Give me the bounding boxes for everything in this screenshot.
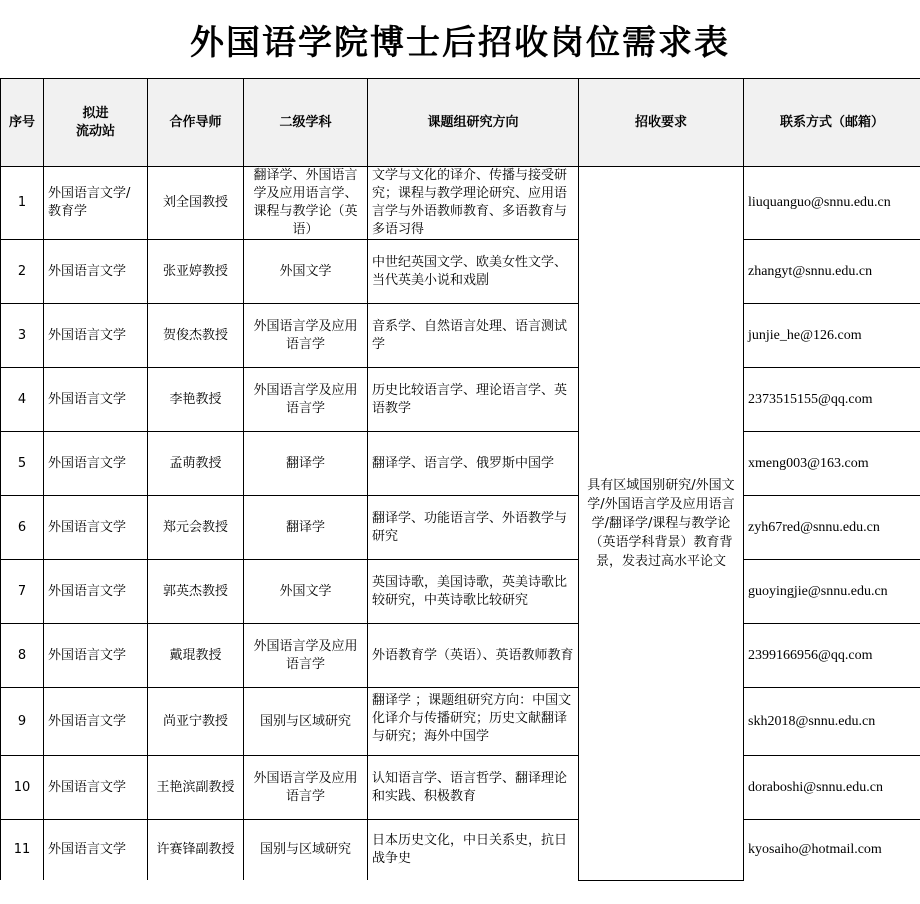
cell-station: 外国语言文学: [44, 368, 148, 432]
cell-supervisor: 许赛锋副教授: [148, 820, 244, 881]
cell-station: 外国语言文学: [44, 688, 148, 756]
cell-supervisor: 戴琨教授: [148, 624, 244, 688]
cell-station: 外国语言文学: [44, 240, 148, 304]
header-contact: 联系方式（邮箱）: [744, 79, 920, 167]
cell-station: 外国语言文学: [44, 560, 148, 624]
cell-supervisor: 孟萌教授: [148, 432, 244, 496]
header-station-line2: 流动站: [75, 123, 115, 139]
cell-no: 1: [1, 167, 44, 240]
cell-station: 外国语言文学: [44, 624, 148, 688]
cell-direction: 认知语言学、语言哲学、翻译理论和实践、积极教育: [368, 756, 579, 820]
cell-discipline: 国别与区域研究: [244, 688, 368, 756]
cell-discipline: 翻译学: [244, 496, 368, 560]
cell-no: 2: [1, 240, 44, 304]
cell-station: 外国语言文学/教育学: [44, 167, 148, 240]
cell-supervisor: 张亚婷教授: [148, 240, 244, 304]
cell-discipline: 翻译学: [244, 432, 368, 496]
cell-discipline: 外国语言学及应用语言学: [244, 304, 368, 368]
table-row: [1, 496, 920, 560]
cell-discipline: 外国文学: [244, 240, 368, 304]
cell-direction: 日本历史文化，中日关系史，抗日战争史: [368, 820, 579, 881]
header-seq: 序号: [1, 79, 44, 167]
cell-no: 6: [1, 496, 44, 560]
cell-email[interactable]: zyh67red@snnu.edu.cn: [744, 496, 920, 560]
cell-discipline: 外国语言学及应用语言学: [244, 756, 368, 820]
table-row: [1, 560, 920, 624]
cell-email[interactable]: liuquanguo@snnu.edu.cn: [744, 167, 920, 240]
cell-station: 外国语言文学: [44, 304, 148, 368]
cell-supervisor: 王艳滨副教授: [148, 756, 244, 820]
cell-supervisor: 刘全国教授: [148, 167, 244, 240]
header-station-line1: 拟进: [82, 105, 109, 121]
table-row: [1, 688, 920, 756]
cell-direction: 历史比较语言学、理论语言学、英语教学: [368, 368, 579, 432]
cell-no: 9: [1, 688, 44, 756]
postdoc-table: [0, 78, 920, 881]
cell-direction: 外语教育学（英语）、英语教师教育: [368, 624, 579, 688]
cell-email[interactable]: skh2018@snnu.edu.cn: [744, 688, 920, 756]
cell-email[interactable]: junjie_he@126.com: [744, 304, 920, 368]
cell-email[interactable]: zhangyt@snnu.edu.cn: [744, 240, 920, 304]
header-station: [44, 79, 148, 167]
cell-requirement: 具有区域国别研究/外国文学/外国语言学及应用语言学/翻译学/课程与教学论（英语学科背景）教育背景，发表过高水平论文: [579, 167, 744, 881]
cell-no: 5: [1, 432, 44, 496]
table-row: [1, 304, 920, 368]
header-supervisor: 合作导师: [148, 79, 244, 167]
cell-no: 4: [1, 368, 44, 432]
cell-direction: 文学与文化的译介、传播与接受研究；课程与教学理论研究、应用语言学与外语教师教育、多语教育与多语习得: [368, 167, 579, 240]
cell-discipline: 外国语言学及应用语言学: [244, 624, 368, 688]
header-requirement: 招收要求: [579, 79, 744, 167]
cell-direction: 翻译学、功能语言学、外语教学与研究: [368, 496, 579, 560]
cell-discipline: 国别与区域研究: [244, 820, 368, 881]
header-direction: 课题组研究方向: [368, 79, 579, 167]
cell-email[interactable]: doraboshi@snnu.edu.cn: [744, 756, 920, 820]
cell-direction: 英国诗歌，美国诗歌，英美诗歌比较研究，中英诗歌比较研究: [368, 560, 579, 624]
table-row: [1, 624, 920, 688]
cell-direction: 翻译学、语言学、俄罗斯中国学: [368, 432, 579, 496]
cell-discipline: 外国文学: [244, 560, 368, 624]
cell-email[interactable]: guoyingjie@snnu.edu.cn: [744, 560, 920, 624]
cell-supervisor: 郭英杰教授: [148, 560, 244, 624]
cell-supervisor: 郑元会教授: [148, 496, 244, 560]
cell-station: 外国语言文学: [44, 820, 148, 881]
cell-station: 外国语言文学: [44, 496, 148, 560]
cell-supervisor: 李艳教授: [148, 368, 244, 432]
table-row: [1, 167, 920, 240]
cell-direction: [368, 688, 579, 756]
cell-email[interactable]: 2373515155@qq.com: [744, 368, 920, 432]
cell-direction: 中世纪英国文学、欧美女性文学、当代英美小说和戏剧: [368, 240, 579, 304]
cell-no: 11: [1, 820, 44, 881]
cell-discipline: 翻译学、外国语言学及应用语言学、课程与教学论（英语）: [244, 167, 368, 240]
cell-email[interactable]: xmeng003@163.com: [744, 432, 920, 496]
header-discipline: 二级学科: [244, 79, 368, 167]
cell-email[interactable]: 2399166956@qq.com: [744, 624, 920, 688]
cell-supervisor: 尚亚宁教授: [148, 688, 244, 756]
cell-no: 8: [1, 624, 44, 688]
page-title: 外国语学院博士后招收岗位需求表: [190, 22, 730, 63]
cell-discipline: 外国语言学及应用语言学: [244, 368, 368, 432]
cell-no: 7: [1, 560, 44, 624]
table-row: [1, 240, 920, 304]
table-row: [1, 368, 920, 432]
cell-supervisor: 贺俊杰教授: [148, 304, 244, 368]
cell-email[interactable]: kyosaiho@hotmail.com: [744, 820, 920, 881]
direction-text: 翻译学 ；课题组研究方向：中国文化译介与传播研究；历史文献翻译与研究；海外中国学: [372, 693, 572, 744]
header-row: [1, 79, 920, 167]
table-row: [1, 820, 920, 881]
table-row: [1, 432, 920, 496]
cell-direction: 音系学、自然语言处理、语言测试学: [368, 304, 579, 368]
cell-no: 10: [1, 756, 44, 820]
cell-no: 3: [1, 304, 44, 368]
cell-station: 外国语言文学: [44, 432, 148, 496]
table-row: [1, 756, 920, 820]
cell-station: 外国语言文学: [44, 756, 148, 820]
